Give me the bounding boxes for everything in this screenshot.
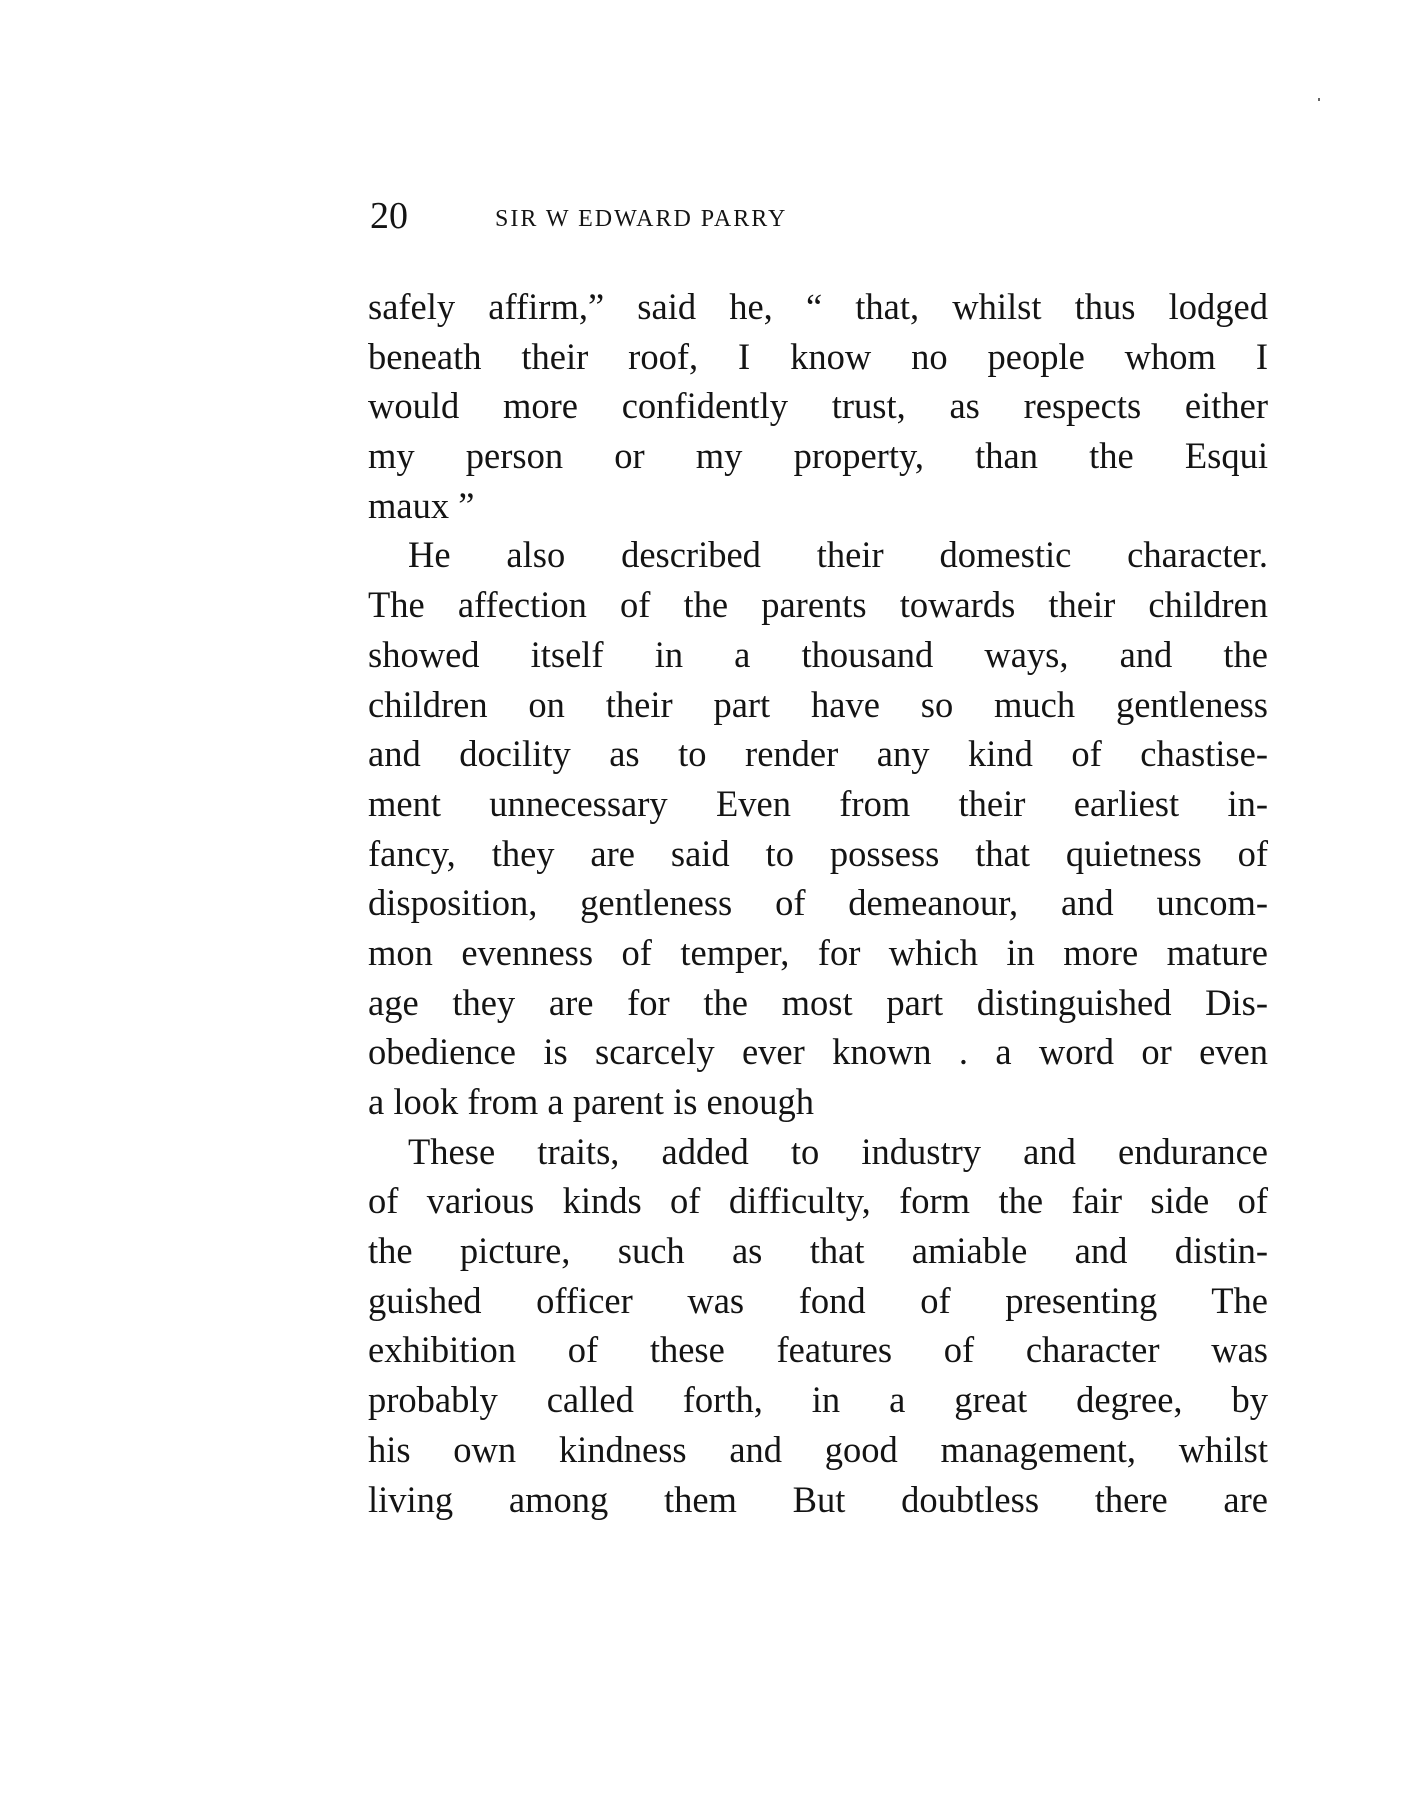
- text-line: fancy, they are said to possess that quietness of: [368, 832, 1268, 874]
- text-line: These traits, added to industry and endurance: [408, 1130, 1268, 1172]
- text-line: safely affirm,” said he, “ that, whilst thus lodged: [368, 286, 1268, 327]
- page-number: 20: [370, 195, 408, 237]
- text-line: probably called forth, in a great degree, by: [368, 1379, 1268, 1421]
- text-line: obedience is scarcely ever known . a word or even: [368, 1031, 1268, 1073]
- text-line: mon evenness of temper, for which in more mature: [368, 931, 1268, 973]
- text-line: He also described their domestic character.: [408, 534, 1268, 576]
- text-line: his own kindness and good management, whilst: [368, 1428, 1268, 1470]
- scan-speck: [1318, 98, 1320, 101]
- body-text: [368, 282, 1268, 1524]
- text-line: showed itself in a thousand ways, and the: [368, 633, 1268, 675]
- text-line: ment unnecessary Even from their earliest in-: [368, 782, 1268, 824]
- text-line: my person or my property, than the Esqui: [368, 435, 1268, 477]
- text-line: the picture, such as that amiable and distin-: [368, 1230, 1268, 1272]
- text-line: of various kinds of difficulty, form the fair side of: [368, 1180, 1268, 1222]
- text-line: and docility as to render any kind of chastise-: [368, 733, 1268, 775]
- text-line: age they are for the most part distinguished Dis-: [368, 981, 1268, 1023]
- text-line: guished officer was fond of presenting The: [368, 1279, 1268, 1321]
- text-line: maux ”: [368, 484, 475, 526]
- text-line: children on their part have so much gentleness: [368, 683, 1268, 725]
- text-line: exhibition of these features of character was: [368, 1329, 1268, 1371]
- text-line: beneath their roof, I know no people whom I: [368, 335, 1268, 377]
- text-line: living among them But doubtless there are: [368, 1478, 1268, 1520]
- text-line: disposition, gentleness of demeanour, and uncom-: [368, 882, 1268, 924]
- text-line: The affection of the parents towards their children: [368, 584, 1268, 626]
- text-line: would more confidently trust, as respects either: [368, 385, 1268, 427]
- running-head: SIR W EDWARD PARRY: [495, 206, 788, 232]
- text-line: a look from a parent is enough: [368, 1081, 814, 1122]
